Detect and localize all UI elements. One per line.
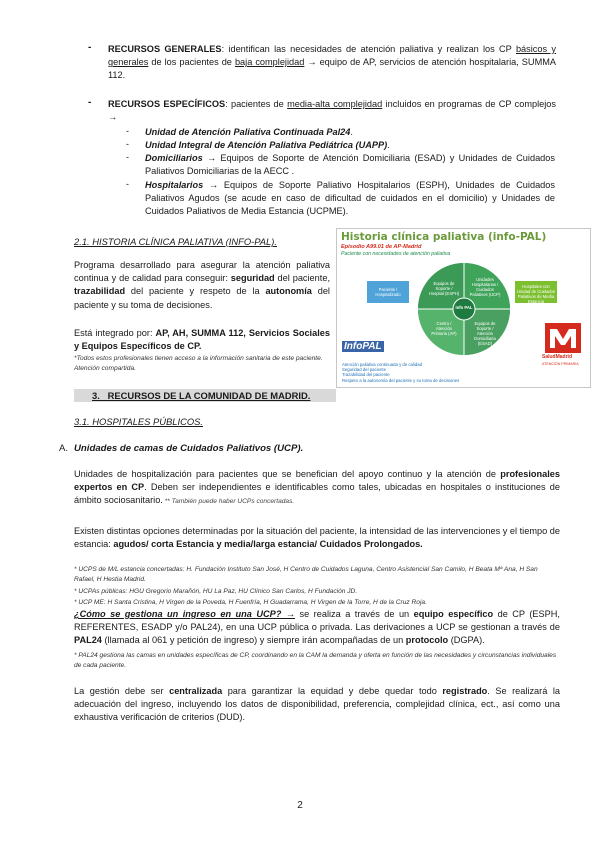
list-item-hospitalarios: Hospitalarios → Equipos de Soporte Paliativo Hospitalarios (ESPH), Unidades de Cuidados Paliativos Agudos (se acude en caso de dificultad de cuidados en el domicilio) y Unidades de Cuidados Paliativos de Media Estancia (UCPME). — [145, 180, 555, 217]
historia-note: *Todos estos profesionales tienen acceso a la información sanitaria de este paciente. Atención compartida. — [74, 355, 323, 372]
gestion-paragraph: La gestión debe ser centralizada para garantizar la equidad y debe quedar todo registrado. Se realizará la adecuación del ingreso, incluyendo los datos de disponibilidad, preferencia, complejidad clínica, ect., así como una exhaustiva verificación de criterios (DUD). — [74, 686, 560, 723]
segment-ucp: Unidades Hospitalarias / Cuidados Paliativos (UCP) — [469, 277, 501, 297]
sec3-heading: 3. RECURSOS DE LA COMUNIDAD DE MADRID. — [92, 390, 311, 401]
ucp-note-1: * UCPS de M/L estancia concertadas: H. Fundación Instituto San José, H Centro de Cuidados Laguna, Centro Asistencial San Camilo, H Beata Mª Ana, H San Rafael, H Hestia Madrid. — [74, 566, 538, 583]
recursos-especificos-label: RECURSOS ESPECÍFICOS — [108, 99, 226, 109]
atencion-primaria-label: ATENCIÓN PRIMARIA — [542, 362, 579, 366]
segment-esph: Equipos de Soporte / Hospital (ESPH) — [428, 281, 460, 296]
infopal-center-label: Info PAL — [455, 305, 473, 310]
ucp-note-2: * UCPAs públicas: HGU Gregorio Marañón, HU La Paz, HU Clínico San Carlos, H Fundación JD. — [74, 588, 358, 595]
historia-heading: 2.1. HISTORIA CLÍNICA PALIATIVA (INFO-PAL). — [74, 236, 277, 247]
ucp-note-3: * UCP ME: H Santa Cristina, H Virgen de la Poveda, H Fuenfría, H Guadarrama, H Virgen de la Torre, H de la Cruz Roja. — [74, 599, 427, 606]
list-item-domiciliarios: Domiciliarios → Equipos de Soporte de Atención Domiciliaria (ESAD) y Unidades de Cuidados Paliativos Domiciliarias de la AECC . — [145, 153, 555, 177]
page-number: 2 — [297, 800, 303, 811]
ingreso-question: ¿Cómo se gestiona un ingreso en una UCP? → — [74, 609, 296, 619]
secA-heading: Unidades de camas de Cuidados Paliativos (UCP). — [74, 443, 304, 454]
ucp-paragraph-2: Existen distintas opciones determinadas por la situación del paciente, la intensidad de las intervenciones y el tiempo de estancia: agudos/ corta Estancia y media/larga estancia/ Cuidados Prolongados. — [74, 526, 560, 550]
infographic-episode: Episodio A99.01 de AP-Madrid — [341, 244, 422, 250]
historia-paragraph-1: Programa desarrollado para asegurar la atención paliativa continua y de calidad para conseguir: seguridad del paciente, trazabilidad del paciente y respeto de la autonomía del paciente y su toma de decisiones. — [74, 260, 330, 310]
infopal-infographic — [336, 228, 591, 388]
infopal-logo: InfoPAL — [344, 341, 382, 352]
recursos-generales-paragraph: RECURSOS GENERALES: identifican las necesidades de atención paliativa y realizan los CP básicos y generales de los pacientes de baja complejidad → equipo de AP, servicios de atención hospitalaria, SUMMA 112. — [108, 44, 557, 81]
secA-letter: A. — [59, 443, 69, 454]
salud-madrid-label: SaludMadrid — [542, 354, 573, 360]
bullet-dash: - — [88, 42, 92, 53]
sec31-heading: 3.1. HOSPITALES PÚBLICOS. — [74, 416, 204, 427]
infographic-title: Historia clínica paliativa (info-PAL) — [341, 231, 547, 243]
recursos-especificos-paragraph: RECURSOS ESPECÍFICOS: pacientes de media-alta complejidad incluidos en programas de CP complejos → — [108, 99, 556, 123]
segment-esad: Equipos de Soporte / Atención Domiciliaria (ESAD) — [474, 321, 496, 346]
bullet-dash: - — [88, 97, 92, 108]
salud-madrid-logo-icon — [545, 323, 581, 353]
list-item-uapp: Unidad Integral de Atención Paliativa Pediátrica (UAPP). — [145, 140, 390, 150]
ucp-paragraph-1: Unidades de hospitalización para pacientes que se benefician del apoyo continuo y la atención de profesionales expertos en CP. Deben ser independientes e identificables como tales, ubicadas en hospitales o instituciones de ámbito sociosanitario. ** También puede haber UCPs concertadas. — [74, 469, 561, 506]
ingreso-note: * PAL24 gestiona las camas en unidades específicas de CP, coordinando en la CAM la demanda y oferta en función de las necesidades y circunstancias individuales de cada paciente. — [74, 652, 557, 669]
box-media-estancia: Hospitales con Unidad de Cuidados Paliativos de Media Estancia — [517, 284, 555, 304]
infographic-subtitle: Paciente con necesidades de atención paliativa — [341, 251, 451, 257]
recursos-generales-label: RECURSOS GENERALES — [108, 44, 222, 54]
box-paciente: Paciente / Hospitalizado — [375, 287, 401, 297]
ingreso-paragraph: ¿Cómo se gestiona un ingreso en una UCP? → se realiza a través de un equipo específico de CP (ESPH, REFERENTES, ESADP y/o PAL24), en una UCP pública o privada. Las derivaciones a UCP se gestionan a través de PAL24 (llamada al 061 y petición de ingreso) y siempre irán acompañadas de un protocolo (DGPA). — [74, 609, 560, 646]
historia-paragraph-2: Está integrado por: AP, AH, SUMMA 112, Servicios Sociales y Equipos Específicos de CP. — [74, 328, 330, 352]
list-item-pal24: Unidad de Atención Paliativa Continuada Pal24. — [145, 127, 353, 137]
segment-ap: Centro / Atención Primaria (AP) — [431, 321, 457, 336]
infographic-bullets: Atención paliativa continuada y de calidad Seguridad del paciente Trazabilidad del paciente Respeto a la autonomía del paciente y su toma de decisiones — [342, 362, 460, 383]
